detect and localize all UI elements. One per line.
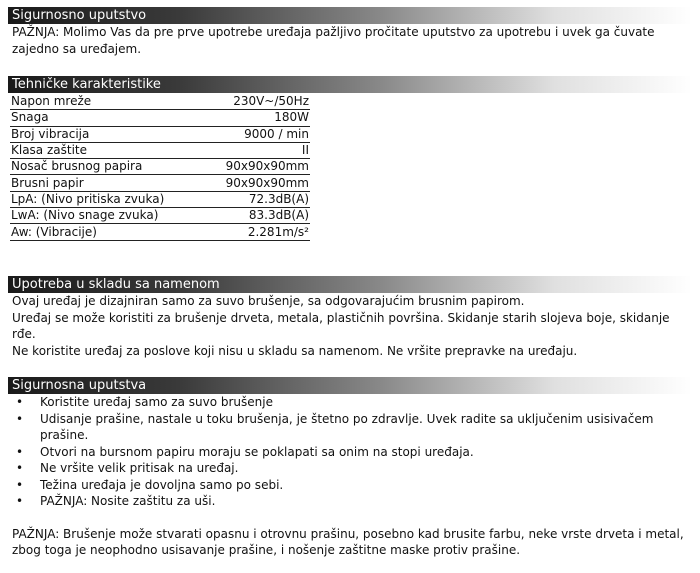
spec-value: 230V~/50Hz bbox=[204, 94, 310, 110]
intended-use-text bbox=[12, 293, 692, 359]
section-header-safety: Sigurnosno uputstvo bbox=[8, 7, 692, 24]
warning-note: PAŽNJA: Brušenje može stvarati opasnu i otrovnu prašinu, posebno kad brusite farbu, neke vrste drveta i metal, zbog toga je neophodno usisavanje prašine, i nošenje zaštitne maske protiv prašine. bbox=[12, 526, 684, 557]
list-item: • Udisanje prašine, nastale u toku brušenja, je štetno po zdravlje. Uvek radite sa uključenim usisivačem prašine. bbox=[12, 411, 660, 444]
spec-row bbox=[10, 94, 310, 110]
spec-value: 9000 / min bbox=[204, 126, 310, 142]
spec-label: LpA: (Nivo pritiska zvuka) bbox=[10, 191, 204, 207]
section-header-safety-instructions: Sigurnosna uputstva bbox=[8, 377, 692, 394]
spec-label: Nosač brusnog papira bbox=[10, 159, 204, 175]
spec-label: Aw: (Vibracije) bbox=[10, 224, 204, 240]
spec-value: 2.281m/s² bbox=[204, 224, 310, 240]
spec-row bbox=[10, 191, 310, 207]
spec-value: II bbox=[204, 142, 310, 158]
spec-label: Snaga bbox=[10, 110, 204, 126]
paragraph: Uređaj se može koristiti za brušenje drveta, metala, plastičnih površina. Skidanje starih slojeva boje, skidanje rđe. bbox=[12, 310, 670, 341]
spec-row bbox=[10, 126, 310, 142]
list-item: • Težina uređaja je dovoljna samo po sebi. bbox=[12, 477, 692, 494]
spec-label: Klasa zaštite bbox=[10, 142, 204, 158]
spec-value: 90x90x90mm bbox=[204, 159, 310, 175]
specs-table bbox=[10, 94, 310, 241]
spec-row bbox=[10, 110, 310, 126]
safety-instructions bbox=[12, 394, 692, 559]
spec-label: Broj vibracija bbox=[10, 126, 204, 142]
spec-row bbox=[10, 175, 310, 191]
list-item: • Ne vršite velik pritisak na uređaj. bbox=[12, 460, 692, 477]
paragraph: Ovaj uređaj je dizajniran samo za suvo brušenje, sa odgovarajućim brusnim papirom. bbox=[12, 294, 525, 308]
list-item: • Koristite uređaj samo za suvo brušenje bbox=[12, 394, 692, 411]
spec-value: 83.3dB(A) bbox=[204, 208, 310, 224]
spec-value: 90x90x90mm bbox=[204, 175, 310, 191]
section-header-specs: Tehničke karakteristike bbox=[8, 76, 692, 93]
spec-row bbox=[10, 208, 310, 224]
spec-value: 180W bbox=[204, 110, 310, 126]
section-header-intended-use: Upotreba u skladu sa namenom bbox=[8, 276, 692, 293]
list-item: • Otvori na bursnom papiru moraju se poklapati sa onim na stopi uređaja. bbox=[12, 444, 692, 461]
spec-label: Napon mreže bbox=[10, 94, 204, 110]
spec-row bbox=[10, 224, 310, 240]
spec-value: 72.3dB(A) bbox=[204, 191, 310, 207]
spec-label: Brusni papir bbox=[10, 175, 204, 191]
safety-warning-text: PAŽNJA: Molimo Vas da pre prve upotrebe uređaja pažljivo pročitate uputstvo za upotrebu i uvek ga čuvate zajedno sa uređajem. bbox=[12, 25, 655, 56]
spec-row bbox=[10, 142, 310, 158]
spec-label: LwA: (Nivo snage zvuka) bbox=[10, 208, 204, 224]
spec-row bbox=[10, 159, 310, 175]
list-item: • PAŽNJA: Nosite zaštitu za uši. bbox=[12, 493, 692, 510]
paragraph: Ne koristite uređaj za poslove koji nisu u skladu sa namenom. Ne vršite prepravke na uređaju. bbox=[12, 343, 578, 358]
